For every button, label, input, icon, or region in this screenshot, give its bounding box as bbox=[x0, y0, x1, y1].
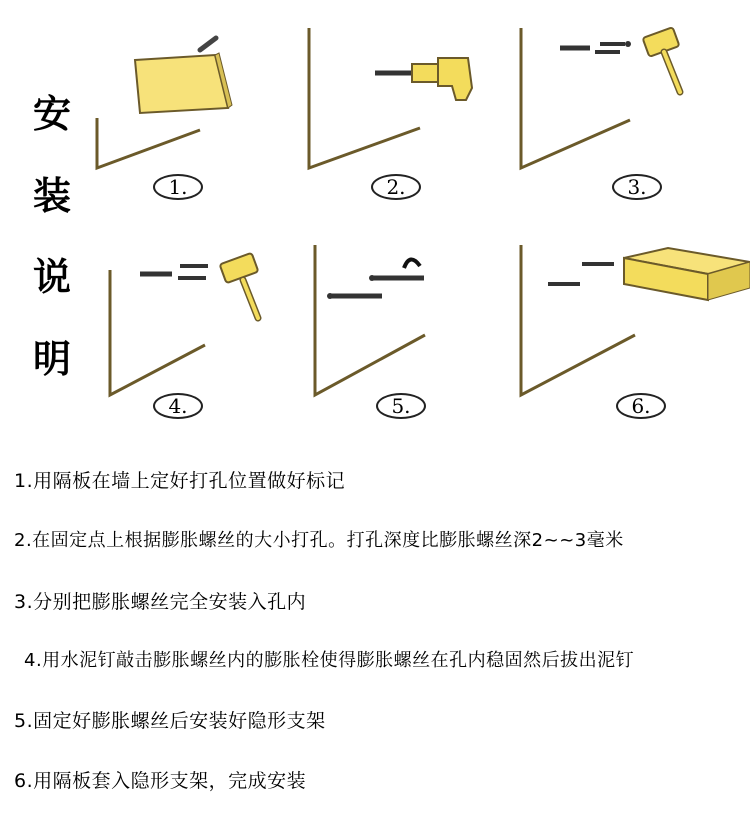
wall-corner-2 bbox=[309, 28, 420, 168]
panel-1 bbox=[97, 38, 232, 168]
instruction-2: 2.在固定点上根据膨胀螺丝的大小打孔。打孔深度比膨胀螺丝深2~~3毫米 bbox=[14, 530, 624, 551]
instruction-6: 6.用隔板套入隐形支架，完成安装 bbox=[14, 770, 307, 792]
step-number-1: 1. bbox=[153, 174, 203, 200]
wall-corner-1 bbox=[97, 118, 200, 168]
title-char-4: 明 bbox=[32, 336, 71, 381]
instruction-4: 4.用水泥钉敲击膨胀螺丝内的膨胀栓使得膨胀螺丝在孔内稳固然后拔出泥钉 bbox=[24, 650, 635, 671]
screws-icon bbox=[560, 41, 631, 52]
panel-6 bbox=[521, 245, 750, 395]
shelf-board-icon bbox=[624, 248, 750, 300]
panel-2 bbox=[309, 28, 472, 168]
wall-corner-4 bbox=[110, 270, 205, 395]
title-char-3: 说 bbox=[32, 254, 71, 299]
screws-icon bbox=[140, 266, 208, 278]
panel-3 bbox=[521, 27, 680, 168]
instruction-1: 1.用隔板在墙上定好打孔位置做好标记 bbox=[14, 470, 346, 492]
title-char-2: 装 bbox=[32, 173, 71, 218]
pencil-icon bbox=[200, 38, 216, 50]
step-number-3: 3. bbox=[612, 174, 662, 200]
screws-icon bbox=[548, 264, 614, 284]
screws-icon bbox=[327, 275, 424, 299]
hammer-icon bbox=[220, 253, 259, 318]
drill-icon bbox=[375, 58, 472, 100]
title-char-1: 安 bbox=[32, 91, 71, 136]
panel-5 bbox=[315, 245, 425, 395]
pliers-icon bbox=[404, 259, 420, 268]
step-number-4: 4. bbox=[153, 393, 203, 419]
panel-4 bbox=[110, 253, 258, 395]
hammer-icon bbox=[643, 27, 680, 92]
wall-corner-5 bbox=[315, 245, 425, 395]
instruction-3: 3.分别把膨胀螺丝完全安装入孔内 bbox=[14, 591, 307, 613]
step-number-6: 6. bbox=[616, 393, 666, 419]
wall-corner-6 bbox=[521, 245, 635, 395]
shelf-board-icon bbox=[135, 38, 232, 113]
step-number-5: 5. bbox=[376, 393, 426, 419]
step-number-2: 2. bbox=[371, 174, 421, 200]
instruction-5: 5.固定好膨胀螺丝后安装好隐形支架 bbox=[14, 710, 326, 732]
